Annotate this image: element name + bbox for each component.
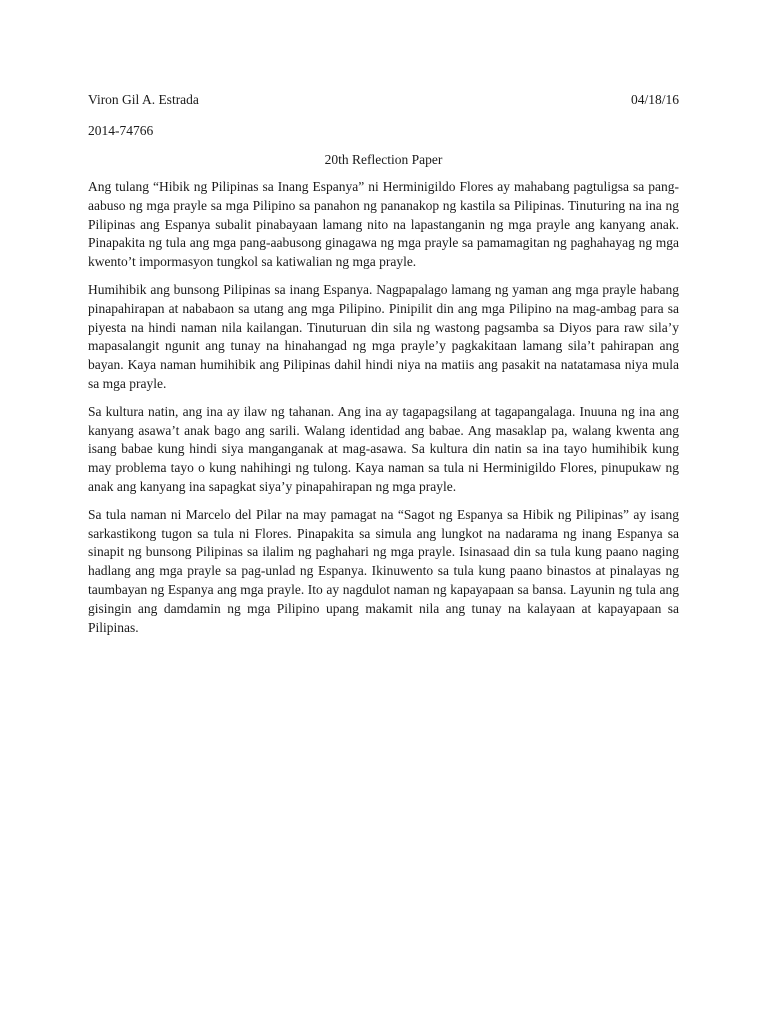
student-id: 2014-74766 (88, 123, 154, 138)
author-name: Viron Gil A. Estrada (88, 92, 199, 107)
document-content (88, 90, 679, 646)
body-text (88, 178, 679, 637)
paper-title: 20th Reflection Paper (324, 152, 443, 167)
paragraph-3: Sa kultura natin, ang ina ay ilaw ng tahanan. Ang ina ay tagapagsilang at tagapangalaga. Inuuna ng ina ang kanyang asawa’t anak bago ang sarili. Walang identidad ang babae. Ang masaklap pa, walang kwenta ang isang babae kung hindi siya manganganak at mag-asawa. Sa kultura din natin sa ina tayo humihibik kung may problema tayo o kung nahihingi ng tulong. Kaya naman sa tula ni Herminigildo Flores, pinupukaw ng anak ang kanyang ina sapagkat siya’y pinapahirapan ng mga prayle. (88, 403, 679, 494)
header-row (88, 90, 679, 110)
paragraph-1: Ang tulang “Hibik ng Pilipinas sa Inang Espanya” ni Herminigildo Flores ay mahabang pagtuligsa sa pang-aabuso ng mga prayle sa mga Pilipino sa panahon ng pananakop ng kastila sa Pilipinas. Tinuturing na ina ng Pilipinas ang Espanya subalit pinabayaan lamang nito na lapastanganin ng mga prayle ang kanyang anak. Pinapakita ng tula ang mga pang-aabusong ginagawa ng mga prayle sa pamamagitan ng paghahayag ng mga kwento’t impormasyon tungkol sa katiwalian ng mga prayle. (88, 179, 679, 270)
date-text: 04/18/16 (630, 92, 679, 107)
paragraph-4: Sa tula naman ni Marcelo del Pilar na may pamagat na “Sagot ng Espanya sa Hibik ng Pilipinas” ay isang sarkastikong tugon sa tula ni Flores. Pinapakita sa simula ang lungkot na nadarama ng inang Espanya sa sinapit ng bunsong Pilipinas sa ilalim ng paghahari ng mga prayle. Isinasaad din sa tula kung paano naging hadlang ang mga prayle sa pag-unlad ng Espanya. Ikinuwento sa tula kung paano binastos at pinalayas ng taumbayan ng Espanya ang mga prayle. Ito ay nagdulot naman ng kapayapaan sa bansa. Layunin ng tula ang gisingin ang damdamin ng mga Pilipino upang makamit nila ang tunay na kalayaan at kapayapaan sa Pilipinas. (88, 506, 679, 635)
paragraph-2: Humihibik ang bunsong Pilipinas sa inang Espanya. Nagpapalago lamang ng yaman ang mga prayle habang pinapahirapan at nababaon sa utang ang mga Pilipino. Pinipilit din ang mga Pilipino na mag-ambag para sa piyesta na hindi naman nila kailangan. Tinuturuan din sila ng wastong pagsamba sa Diyos para raw sila’y mapasalangit ngunit ang tunay na hinahangad ng mga prayle’y pagkakitaan lamang sila’t pahirapan ang bayan. Kaya naman humihibik ang Pilipinas dahil hindi niya na matiis ang pasakit na natatamasa niya mula sa mga prayle. (88, 281, 679, 391)
